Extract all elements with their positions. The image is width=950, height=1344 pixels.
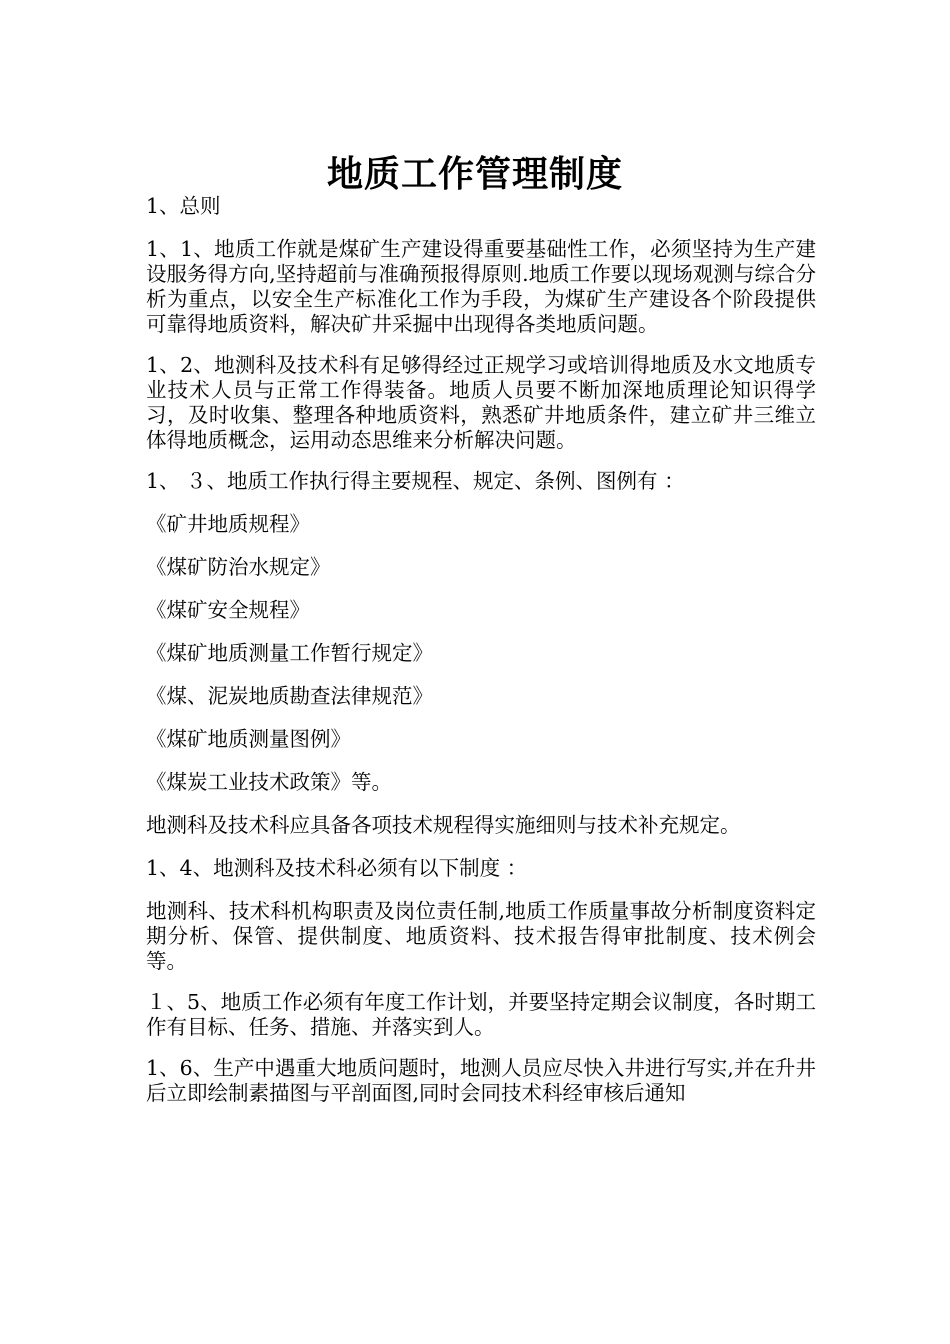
document-body xyxy=(146,194,816,1122)
paragraph-technical-rules: 地测科及技术科应具备各项技术规程得实施细则与技术补充规定。 xyxy=(146,813,741,837)
regulation-list-item: 《煤矿防治水规定》 xyxy=(146,555,331,579)
regulation-list-item: 《煤矿地质测量工作暂行规定》 xyxy=(146,641,433,665)
paragraph-1-1: 1、1、地质工作就是煤矿生产建设得重要基础性工作，必须坚持为生产建设服务得方向,坚持超前与准确预报得原则.地质工作要以现场观测与综合分析为重点，以安全生产标准化工作为手段，为煤矿生产建设各个阶段提供可靠得地质资料，解决矿井采掘中出现得各类地质问题。 xyxy=(146,237,816,336)
paragraph-1-6: 1、6、生产中遇重大地质问题时，地测人员应尽快入井进行写实,并在升井后立即绘制素描图与平剖面图,同时会同技术科经审核后通知 xyxy=(146,1056,816,1105)
paragraph-1-5: １、5、地质工作必须有年度工作计划，并要坚持定期会议制度，各时期工作有目标、任务、措施、并落实到人。 xyxy=(146,990,816,1039)
paragraph-1-2: 1、2、地测科及技术科有足够得经过正规学习或培训得地质及水文地质专业技术人员与正常工作得装备。地质人员要不断加深地质理论知识得学习，及时收集、整理各种地质资料，熟悉矿井地质条件，建立矿井三维立体得地质概念，运用动态思维来分析解决问题。 xyxy=(146,353,816,452)
regulation-list-item: 《矿井地质规程》 xyxy=(146,512,310,536)
regulation-list-item: 《煤矿地质测量图例》 xyxy=(146,727,351,751)
regulation-list-item: 《煤、泥炭地质勘查法律规范》 xyxy=(146,684,433,708)
document-title: 地质工作管理制度 xyxy=(326,153,623,196)
paragraph-1-4: 1、4、地测科及技术科必须有以下制度 ： xyxy=(146,856,528,880)
regulation-list-item: 《煤矿安全规程》 xyxy=(146,598,310,622)
paragraph-1-3: 1、 ３、地质工作执行得主要规程、规定、条例、图例有 ： xyxy=(146,469,685,493)
section-heading-general: 1、总则 xyxy=(146,194,221,218)
paragraph-institutions: 地测科、技术科机构职责及岗位责任制,地质工作质量事故分析制度资料定期分析、保管、提供制度、地质资料、技术报告得审批制度、技术例会等。 xyxy=(146,899,816,973)
regulation-list-item: 《煤炭工业技术政策》等。 xyxy=(146,770,392,794)
